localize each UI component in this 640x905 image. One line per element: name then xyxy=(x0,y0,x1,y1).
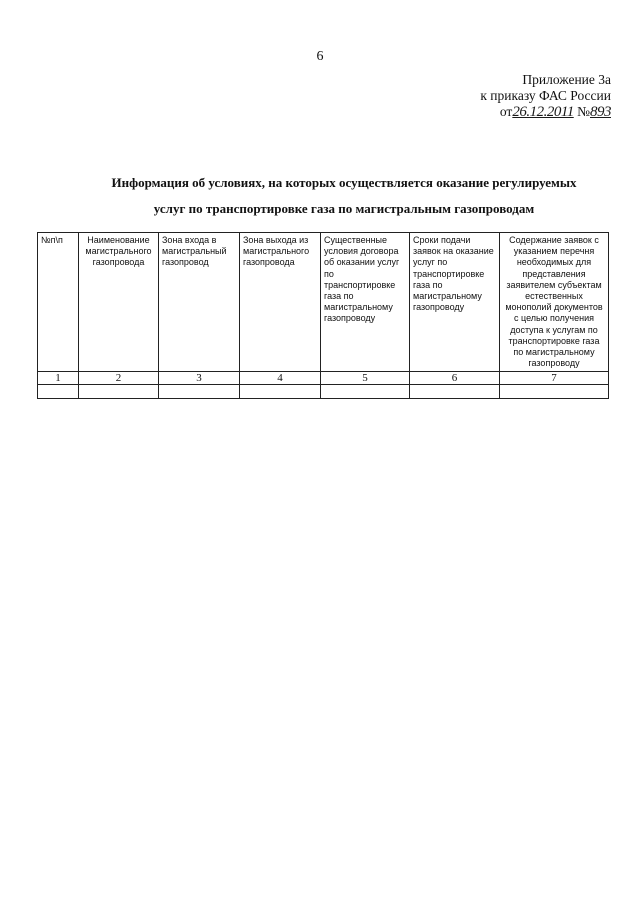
empty-cell xyxy=(79,385,159,399)
appendix-block xyxy=(480,72,611,120)
column-number-cell: 1 xyxy=(38,372,79,385)
empty-cell xyxy=(410,385,500,399)
column-number-cell: 4 xyxy=(240,372,321,385)
column-number-cell: 6 xyxy=(410,372,500,385)
appendix-date-number xyxy=(480,104,611,120)
number-label: № xyxy=(577,104,590,119)
page-number: 6 xyxy=(316,49,324,64)
header-cell-contract-terms: Существенные условия договора об оказании услуг по транспортировке газа по магистральному газопроводу xyxy=(321,233,410,372)
column-number-cell: 2 xyxy=(79,372,159,385)
header-cell-entry-zone: Зона входа в магистральный газопровод xyxy=(159,233,240,372)
column-number-cell: 3 xyxy=(159,372,240,385)
info-table xyxy=(37,232,609,399)
table-header-row xyxy=(38,233,609,372)
appendix-title: Приложение 3а xyxy=(522,72,611,87)
header-cell-application-contents: Содержание заявок с указанием перечня необходимых для представления заявителем субъектам естественных монополий документов с целью получения доступа к услугам по транспортировке газа по магистральному газопроводу xyxy=(500,233,609,372)
header-cell-application-deadlines: Сроки подачи заявок на оказание услуг по транспортировке газа по магистральному газопроводу xyxy=(410,233,500,372)
from-label: от xyxy=(499,104,513,119)
header-cell-number: №п\п xyxy=(38,233,79,372)
empty-cell xyxy=(500,385,609,399)
empty-cell xyxy=(38,385,79,399)
empty-cell xyxy=(159,385,240,399)
appendix-order-ref: к приказу ФАС России xyxy=(480,88,611,103)
empty-cell xyxy=(240,385,321,399)
column-number-cell: 7 xyxy=(500,372,609,385)
handwritten-number: 893 xyxy=(590,104,611,120)
title-line-2: услуг по транспортировке газа по магистральным газопроводам xyxy=(153,201,535,216)
empty-cell xyxy=(321,385,410,399)
handwritten-date: 26.12.2011 xyxy=(512,104,574,120)
column-number-cell: 5 xyxy=(321,372,410,385)
empty-data-row xyxy=(38,385,609,399)
header-cell-pipeline-name: Наименование магистрального газопровода xyxy=(79,233,159,372)
header-cell-exit-zone: Зона выхода из магистрального газопровода xyxy=(240,233,321,372)
column-number-row xyxy=(38,372,609,385)
title-line-1: Информация об условиях, на которых осуществляется оказание регулируемых xyxy=(111,175,577,190)
document-title xyxy=(80,170,608,222)
